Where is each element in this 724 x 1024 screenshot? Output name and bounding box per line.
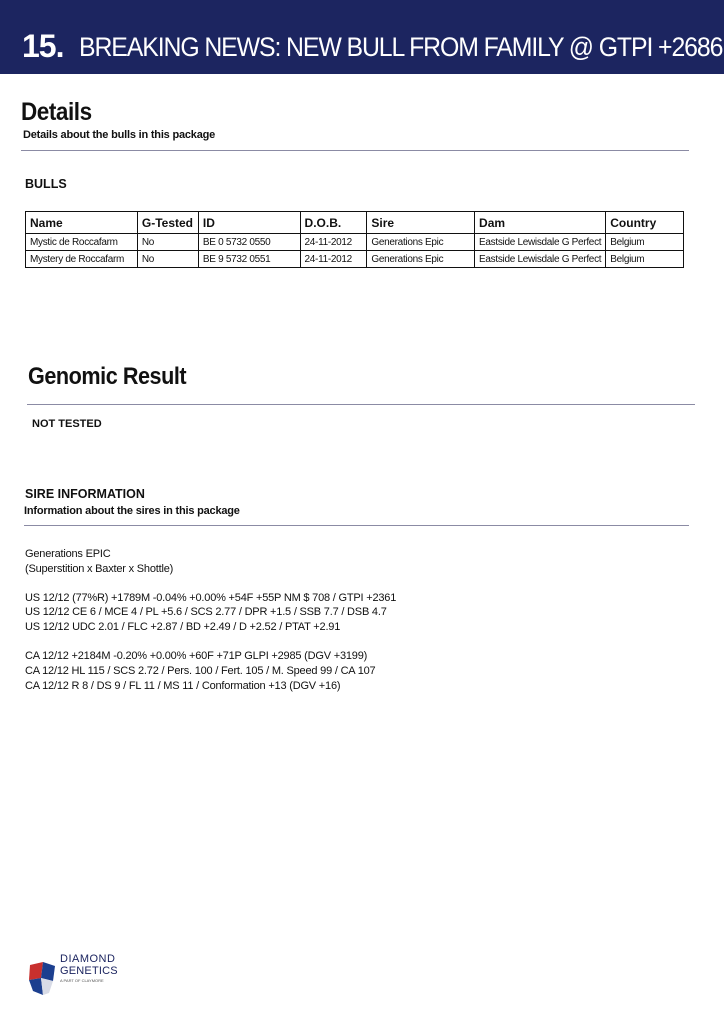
sire-pedigree: (Superstition x Baxter x Shottle) <box>25 562 174 575</box>
ca-proof-line: CA 12/12 R 8 / DS 9 / FL 11 / MS 11 / Conformation +13 (DGV +16) <box>25 679 341 692</box>
cell-dam: Eastside Lewisdale G Perfect <box>475 251 606 268</box>
cell-dob: 24-11-2012 <box>300 251 367 268</box>
diamond-logo-icon <box>27 951 59 997</box>
us-proof-line: US 12/12 CE 6 / MCE 4 / PL +5.6 / SCS 2.77 / DPR +1.5 / SSB 7.7 / DSB 4.7 <box>25 606 387 619</box>
page-title: BREAKING NEWS: NEW BULL FROM FAMILY @ GTPI +2686 <box>79 32 723 62</box>
logo-text-line2: GENETICS <box>60 965 118 977</box>
genomic-heading: Genomic Result <box>28 363 187 390</box>
sire-info-heading: SIRE INFORMATION <box>25 487 145 501</box>
column-header-id: ID <box>198 212 300 234</box>
cell-dam: Eastside Lewisdale G Perfect <box>475 234 606 251</box>
logo-tagline: A PART OF CLAYMORE <box>60 978 104 983</box>
cell-sire: Generations Epic <box>367 234 475 251</box>
table-row <box>26 234 684 251</box>
column-header-g-tested: G-Tested <box>137 212 198 234</box>
table-header-row <box>26 212 684 234</box>
cell-id: BE 9 5732 0551 <box>198 251 300 268</box>
us-proof-line: US 12/12 (77%R) +1789M -0.04% +0.00% +54F +55P NM $ 708 / GTPI +2361 <box>25 591 397 604</box>
sire-name: Generations EPIC <box>25 548 111 560</box>
column-header-sire: Sire <box>367 212 475 234</box>
logo-text-line1: DIAMOND <box>60 953 116 965</box>
header-banner <box>0 0 724 74</box>
cell-name: Mystery de Roccafarm <box>26 251 138 268</box>
column-header-dam: Dam <box>475 212 606 234</box>
ca-proof-line: CA 12/12 HL 115 / SCS 2.72 / Pers. 100 / Fert. 105 / M. Speed 99 / CA 107 <box>25 664 376 677</box>
column-header-name: Name <box>26 212 138 234</box>
table-row <box>26 251 684 268</box>
section-number: 15. <box>22 28 64 64</box>
sire-info-divider <box>24 525 689 526</box>
details-divider <box>21 150 689 151</box>
cell-g-tested: No <box>137 234 198 251</box>
bulls-label: BULLS <box>25 177 67 191</box>
genomic-status: NOT TESTED <box>32 418 102 430</box>
us-proof-line: US 12/12 UDC 2.01 / FLC +2.87 / BD +2.49 / D +2.52 / PTAT +2.91 <box>25 621 341 634</box>
cell-dob: 24-11-2012 <box>300 234 367 251</box>
cell-sire: Generations Epic <box>367 251 475 268</box>
bulls-table <box>25 211 684 268</box>
cell-country: Belgium <box>606 234 684 251</box>
cell-g-tested: No <box>137 251 198 268</box>
cell-id: BE 0 5732 0550 <box>198 234 300 251</box>
ca-proof-line: CA 12/12 +2184M -0.20% +0.00% +60F +71P GLPI +2985 (DGV +3199) <box>25 649 368 662</box>
cell-country: Belgium <box>606 251 684 268</box>
sire-details <box>25 547 396 693</box>
details-heading: Details <box>21 98 92 126</box>
details-subheading: Details about the bulls in this package <box>23 129 216 141</box>
genomic-divider <box>27 404 695 405</box>
column-header-country: Country <box>606 212 684 234</box>
cell-name: Mystic de Roccafarm <box>26 234 138 251</box>
sire-info-subheading: Information about the sires in this package <box>24 505 240 517</box>
diamond-genetics-logo <box>27 951 117 999</box>
column-header-dob: D.O.B. <box>300 212 367 234</box>
